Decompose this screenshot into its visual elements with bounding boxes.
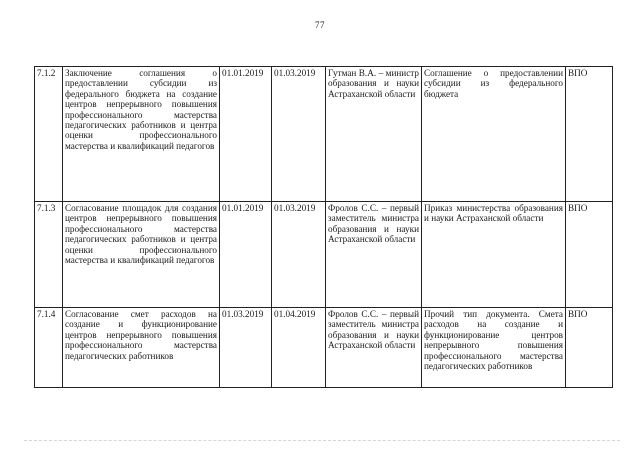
table-row	[35, 202, 613, 308]
row-responsible: Фролов С.С. – первый заместитель министра образования и науки Астраханской области	[326, 202, 422, 308]
row-number: 7.1.2	[35, 67, 63, 202]
plan-table	[34, 66, 613, 388]
row-result: Прочий тип документа. Смета расходов на создание и функционирование центров непрерывного повышения профессионального мастерства педагогических работников	[422, 308, 566, 388]
page-number: 77	[315, 20, 325, 30]
row-number: 7.1.3	[35, 202, 63, 308]
row-end-date: 01.03.2019	[272, 202, 326, 308]
table-row	[35, 67, 613, 202]
row-responsible: Гутман В.А. – министр образования и науки Астраханской области	[326, 67, 422, 202]
row-start-date: 01.01.2019	[220, 67, 272, 202]
row-description: Заключение соглашения о предоставлении субсидии из федерального бюджета на создание центров непрерывного повышения профессионального мастерства педагогических работников и центра оценки профессионального мастерства и квалификаций педагогов	[63, 67, 220, 202]
table-row	[35, 308, 613, 388]
row-description: Согласование смет расходов на создание и функционирование центров непрерывного повышения профессионального мастерства педагогических работников	[63, 308, 220, 388]
row-level: ВПО	[566, 67, 613, 202]
row-result: Соглашение о предоставлении субсидии из федерального бюджета	[422, 67, 566, 202]
row-number: 7.1.4	[35, 308, 63, 388]
row-description: Согласование площадок для создания центров непрерывного повышения профессионального мастерства педагогических работников и центра оценки профессионального мастерства и квалификаций педагогов	[63, 202, 220, 308]
row-responsible: Фролов С.С. – первый заместитель министра образования и науки Астраханской области	[326, 308, 422, 388]
row-level: ВПО	[566, 202, 613, 308]
row-start-date: 01.03.2019	[220, 308, 272, 388]
row-result: Приказ министерства образования и науки Астраханской области	[422, 202, 566, 308]
row-end-date: 01.04.2019	[272, 308, 326, 388]
row-end-date: 01.03.2019	[272, 67, 326, 202]
scan-artifact-line	[24, 440, 620, 441]
row-level: ВПО	[566, 308, 613, 388]
row-start-date: 01.01.2019	[220, 202, 272, 308]
